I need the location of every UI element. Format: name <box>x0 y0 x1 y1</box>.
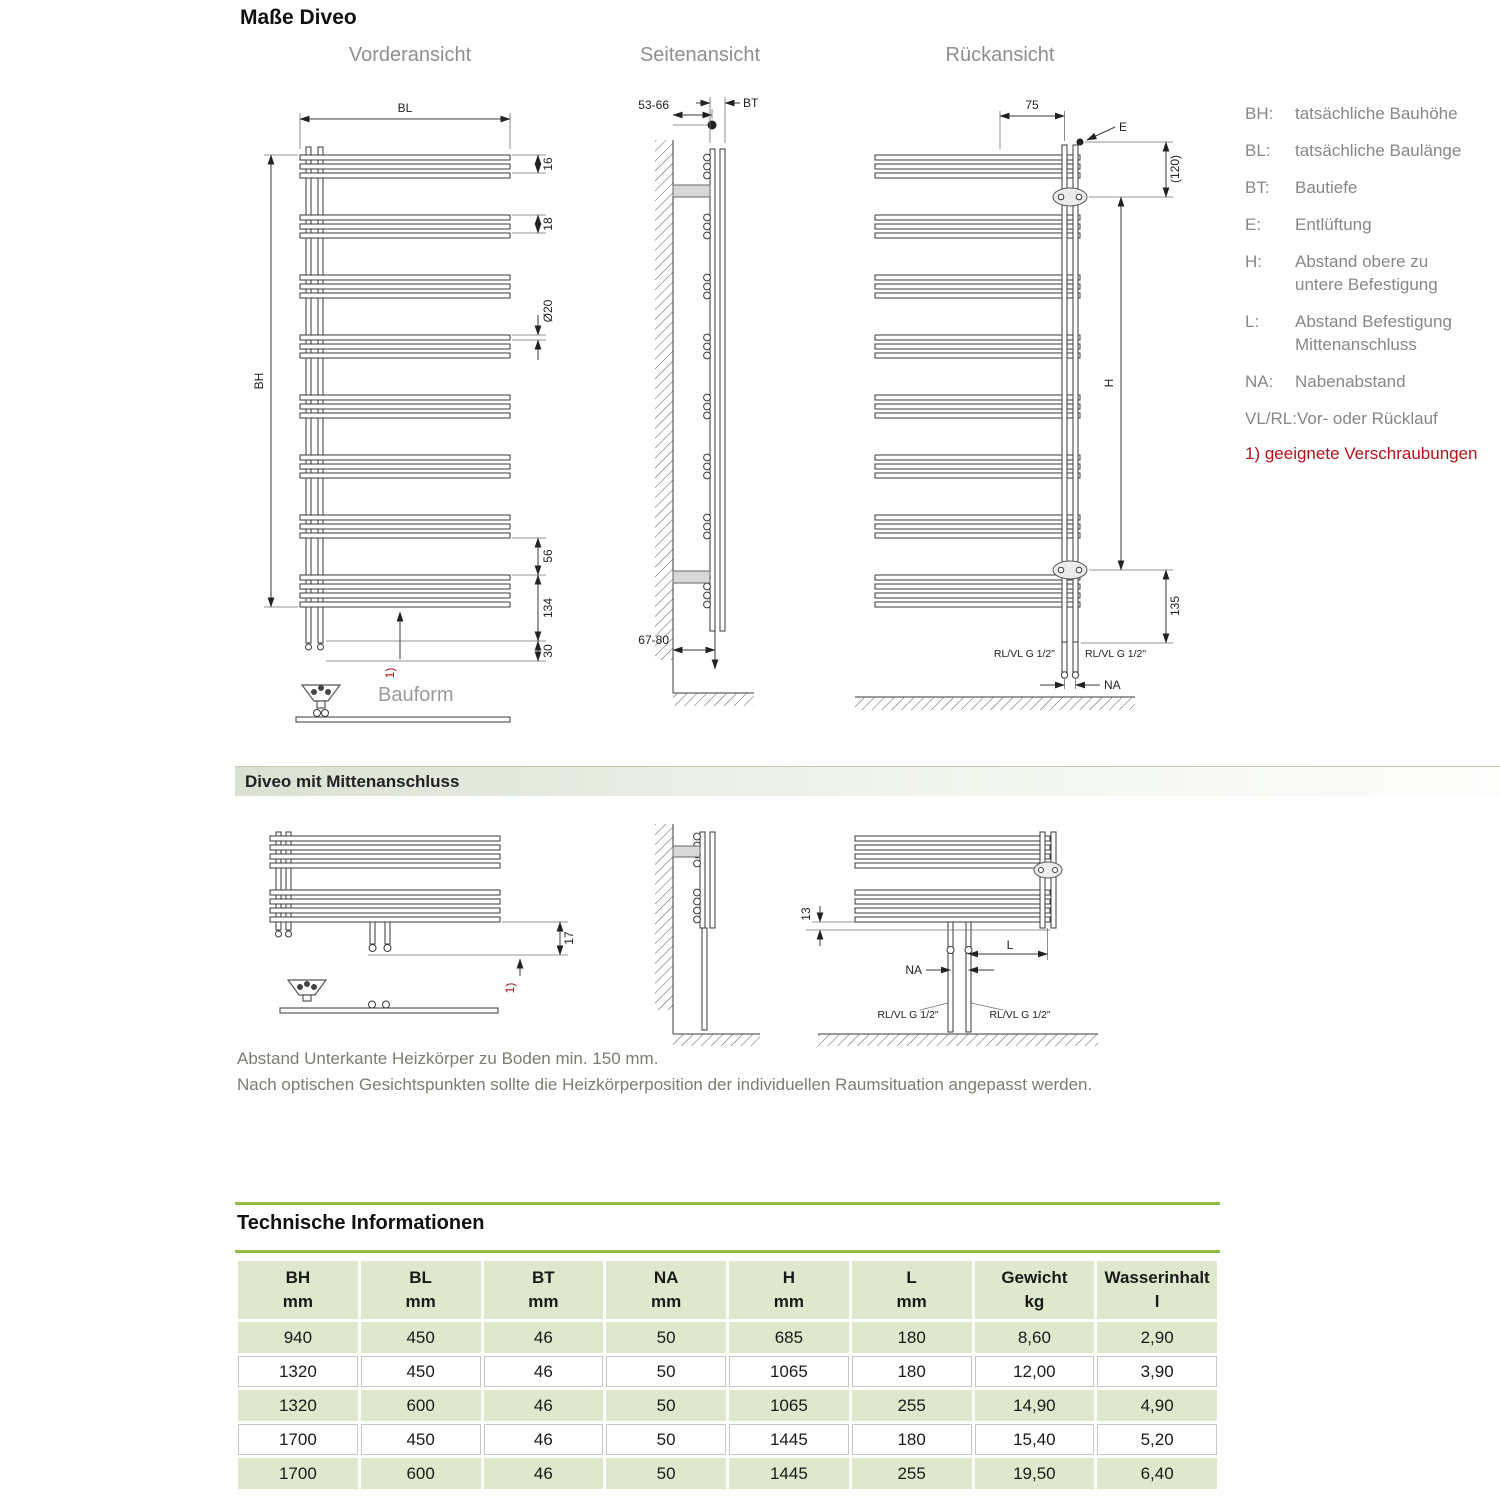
dim-53-66: 53-66 <box>638 98 669 112</box>
table-cell: 1445 <box>729 1458 849 1489</box>
dim-120: (120) <box>1168 154 1182 184</box>
legend-description: Nabenabstand <box>1295 372 1406 391</box>
table-cell: 450 <box>361 1356 481 1387</box>
legend-term: VL/RL: <box>1245 409 1297 428</box>
clearance-note: Abstand Unterkante Heizkörper zu Boden min. 150 mm. <box>237 1049 659 1068</box>
dim-l: L <box>1006 938 1014 952</box>
table-cell: 255 <box>852 1390 972 1421</box>
table-cell: 50 <box>606 1458 726 1489</box>
section-header-mittenanschluss <box>235 766 1500 796</box>
mitte-front-dimensions <box>368 922 576 993</box>
connection-label-right-2: RL/VL G 1/2" <box>989 1009 1051 1021</box>
column-header: BL mm <box>361 1261 481 1319</box>
table-cell: 600 <box>361 1390 481 1421</box>
table-cell: 8,60 <box>975 1322 1095 1353</box>
mitte-rear-dimensions <box>799 906 1051 1021</box>
legend-note: 1) geeignete Verschraubungen <box>1245 444 1478 463</box>
table-cell: 450 <box>361 1322 481 1353</box>
dim-na-2: NA <box>905 963 922 977</box>
dim-56: 56 <box>541 549 555 563</box>
table-cell: 14,90 <box>975 1390 1095 1421</box>
table-cell: 940 <box>238 1322 358 1353</box>
front-view-drawing <box>240 85 580 750</box>
radiator-rear-body <box>875 139 1087 679</box>
floor-hatch <box>855 697 1135 710</box>
mitte-side-profile <box>673 832 715 1030</box>
legend-item <box>1245 139 1480 162</box>
connection-label-left-2: RL/VL G 1/2" <box>877 1009 939 1021</box>
table-cell: 600 <box>361 1458 481 1489</box>
legend-item <box>1245 250 1480 296</box>
legend-term: BL: <box>1245 141 1271 160</box>
table-cell: 1320 <box>238 1390 358 1421</box>
legend-term: NA: <box>1245 372 1274 391</box>
table-cell: 50 <box>606 1322 726 1353</box>
floor-hatch-3 <box>818 1034 1098 1046</box>
table-cell: 1320 <box>238 1356 358 1387</box>
legend-description: Bautiefe <box>1295 178 1358 197</box>
table-row <box>238 1322 1217 1353</box>
side-view-drawing <box>612 85 777 750</box>
floor-hatch <box>673 693 754 706</box>
column-header: BH mm <box>238 1261 358 1319</box>
rear-view-label: Rückansicht <box>945 44 1055 66</box>
spec-table <box>235 1258 1220 1492</box>
table-title: Technische Informationen <box>237 1212 485 1234</box>
dim-bh: BH <box>252 372 266 390</box>
table-cell: 15,40 <box>975 1424 1095 1455</box>
table-cell: 180 <box>852 1424 972 1455</box>
legend <box>1245 102 1480 464</box>
table-cell: 4,90 <box>1097 1390 1217 1421</box>
legend-description: tatsächliche Bauhöhe <box>1295 104 1458 123</box>
dim-bt: BT <box>743 96 759 110</box>
legend-description: Abstand Befestigung Mittenanschluss <box>1295 312 1452 354</box>
table-cell: 3,90 <box>1097 1356 1217 1387</box>
bauform-label: Bauform <box>378 684 454 706</box>
wall-hatch <box>655 140 673 693</box>
legend-description: tatsächliche Baulänge <box>1295 141 1462 160</box>
front-dimension-lines <box>252 101 555 678</box>
rule-top <box>235 1202 1220 1205</box>
column-header: H mm <box>729 1261 849 1319</box>
column-header: Wasserinhalt l <box>1097 1261 1217 1319</box>
floor-hatch-2 <box>673 1034 760 1046</box>
table-cell: 46 <box>484 1458 604 1489</box>
dim-134: 134 <box>541 597 555 619</box>
legend-term: BH: <box>1245 104 1274 123</box>
column-header: NA mm <box>606 1261 726 1319</box>
front-view-label: Vorderansicht <box>348 44 472 66</box>
column-header: L mm <box>852 1261 972 1319</box>
legend-item <box>1245 370 1480 393</box>
dim-17: 17 <box>562 931 576 945</box>
connection-label-left: RL/VL G 1/2" <box>993 648 1055 660</box>
legend-term: E: <box>1245 215 1262 234</box>
table-cell: 450 <box>361 1424 481 1455</box>
table-cell: 2,90 <box>1097 1322 1217 1353</box>
table-row <box>238 1356 1217 1387</box>
mitte-rear-drawing <box>798 818 1118 1055</box>
table-cell: 255 <box>852 1458 972 1489</box>
table-cell: 685 <box>729 1322 849 1353</box>
table-cell: 180 <box>852 1322 972 1353</box>
legend-description: Vor- oder Rücklauf <box>1296 409 1438 428</box>
dim-135: 135 <box>1168 595 1182 617</box>
dim-h: H <box>1102 378 1116 388</box>
table-cell: 46 <box>484 1390 604 1421</box>
dim-e: E <box>1119 120 1128 134</box>
column-header: Gewicht kg <box>975 1261 1095 1319</box>
legend-item <box>1245 102 1480 125</box>
page-title: Maße Diveo <box>240 6 357 29</box>
legend-list <box>1245 102 1480 430</box>
legend-item <box>1245 407 1480 430</box>
table-cell: 1065 <box>729 1390 849 1421</box>
table-cell: 46 <box>484 1322 604 1353</box>
fitting-note-ref: 1) <box>383 667 397 679</box>
bauform-icon-2 <box>280 980 498 1013</box>
dim-67-80: 67-80 <box>638 633 669 647</box>
legend-term: BT: <box>1245 178 1270 197</box>
legend-item <box>1245 176 1480 199</box>
section-title: Diveo mit Mittenanschluss <box>245 771 460 791</box>
dim-13: 13 <box>799 907 813 921</box>
dim-na: NA <box>1104 678 1121 692</box>
table-cell: 180 <box>852 1356 972 1387</box>
dim-diameter-20: Ø20 <box>541 299 555 323</box>
spec-table-body <box>238 1322 1217 1489</box>
table-cell: 1700 <box>238 1458 358 1489</box>
table-cell: 1700 <box>238 1424 358 1455</box>
legend-item <box>1245 213 1480 236</box>
mitte-front-drawing <box>238 818 598 1055</box>
legend-term: H: <box>1245 252 1262 271</box>
dim-bl: BL <box>397 101 413 115</box>
spec-table-head <box>238 1261 1217 1319</box>
table-cell: 6,40 <box>1097 1458 1217 1489</box>
spec-table-wrap <box>235 1258 1220 1492</box>
dim-18: 18 <box>541 217 555 231</box>
table-cell: 46 <box>484 1424 604 1455</box>
table-row <box>238 1424 1217 1455</box>
position-note: Nach optischen Gesichtspunkten sollte die Heizkörperposition der individuellen Raumsituation angepasst werden. <box>237 1075 1093 1094</box>
radiator-front-body <box>300 147 510 650</box>
vent-dot <box>1077 139 1084 146</box>
table-row <box>238 1390 1217 1421</box>
dim-30: 30 <box>541 644 555 658</box>
table-cell: 1445 <box>729 1424 849 1455</box>
dim-75: 75 <box>1025 98 1039 112</box>
table-row <box>238 1458 1217 1489</box>
table-cell: 12,00 <box>975 1356 1095 1387</box>
radiator-side-profile <box>673 121 725 670</box>
table-cell: 1065 <box>729 1356 849 1387</box>
legend-item <box>1245 310 1480 356</box>
mitte-front-body <box>270 832 500 952</box>
legend-description: Abstand obere zu untere Befestigung <box>1295 252 1438 294</box>
fitting-note-ref-2: 1) <box>503 982 517 994</box>
table-cell: 5,20 <box>1097 1424 1217 1455</box>
table-cell: 19,50 <box>975 1458 1095 1489</box>
legend-description: Entlüftung <box>1295 215 1372 234</box>
connection-label-right: RL/VL G 1/2" <box>1085 648 1147 660</box>
wall-hatch-2 <box>655 824 673 1034</box>
dim-16: 16 <box>541 157 555 171</box>
column-header: BT mm <box>484 1261 604 1319</box>
table-cell: 50 <box>606 1356 726 1387</box>
legend-term: L: <box>1245 312 1260 331</box>
table-cell: 50 <box>606 1390 726 1421</box>
rear-view-drawing <box>843 85 1198 750</box>
table-cell: 46 <box>484 1356 604 1387</box>
mitte-side-drawing <box>622 818 772 1055</box>
mitte-rear-body <box>855 832 1062 1032</box>
side-view-label: Seitenansicht <box>639 44 761 66</box>
table-cell: 50 <box>606 1424 726 1455</box>
rule-bottom <box>235 1250 1220 1253</box>
